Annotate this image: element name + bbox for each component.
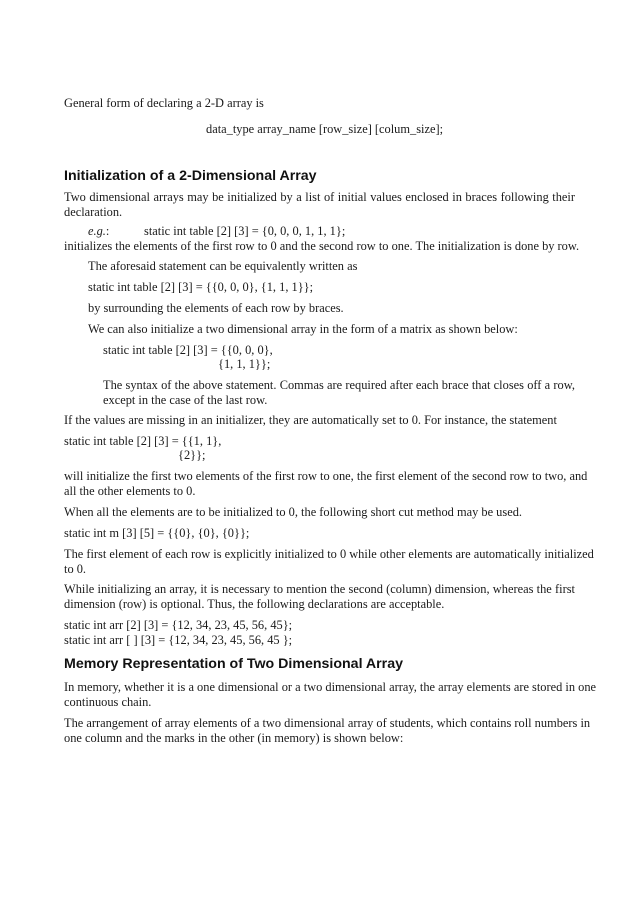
paragraph-line: If the values are missing in an initializer, they are automatically set to 0. For instance, the statement: [64, 413, 557, 427]
example-line: [88, 224, 109, 239]
paragraph-line: The syntax of the above statement. Commas are required after each brace that closes off a row,: [103, 378, 575, 392]
paragraph-line: In memory, whether it is a one dimensional or a two dimensional array, the array elements are stored in one: [64, 680, 597, 694]
section-heading-memory: Memory Representation of Two Dimensional Array: [64, 656, 403, 672]
code-line: static int table [2] [3] = {{1, 1},: [64, 434, 222, 448]
paragraph-line: declaration.: [64, 205, 123, 219]
paragraph-line: The first element of each row is explicitly initialized to 0 while other elements are automatically initialized: [64, 547, 594, 561]
code-line: static int table [2] [3] = {{0, 0, 0}, {1, 1, 1}};: [88, 280, 314, 294]
code-line: static int arr [ ] [3] = {12, 34, 23, 45, 56, 45 };: [64, 633, 293, 647]
code-line: static int table [2] [3] = {0, 0, 0, 1, 1, 1};: [144, 224, 346, 238]
paragraph-line: initializes the elements of the first row to 0 and the second row to one. The initialization is done by row.: [64, 239, 580, 253]
paragraph-line: While initializing an array, it is necessary to mention the second (column) dimension, whereas the first: [64, 582, 575, 596]
syntax-line: data_type array_name [row_size] [colum_size];: [206, 122, 444, 136]
paragraph-line: When all the elements are to be initialized to 0, the following short cut method may be used.: [64, 505, 522, 519]
section-heading-initialization: Initialization of a 2-Dimensional Array: [64, 168, 317, 184]
example-label: e.g.: [88, 224, 106, 238]
paragraph-line: to 0.: [64, 562, 87, 576]
paragraph-line: Two dimensional arrays may be initialized by a list of initial values enclosed in braces following their: [64, 190, 575, 204]
paragraph-line: continuous chain.: [64, 695, 152, 709]
code-line: {1, 1, 1}};: [218, 357, 271, 371]
paragraph-line: The aforesaid statement can be equivalently written as: [88, 259, 358, 273]
paragraph-line: all the other elements to 0.: [64, 484, 196, 498]
paragraph-line: will initialize the first two elements of the first row to one, the first element of the second row to two, and: [64, 469, 588, 483]
paragraph-line: except in the case of the last row.: [103, 393, 268, 407]
paragraph-line: one column and the marks in the other (in memory) is shown below:: [64, 731, 404, 745]
code-line: {2}};: [178, 448, 206, 462]
paragraph-line: by surrounding the elements of each row by braces.: [88, 301, 344, 315]
paragraph-line: We can also initialize a two dimensional array in the form of a matrix as shown below:: [88, 322, 518, 336]
code-line: static int arr [2] [3] = {12, 34, 23, 45, 56, 45};: [64, 618, 293, 632]
code-line: static int m [3] [5] = {{0}, {0}, {0}};: [64, 526, 250, 540]
paragraph-line: The arrangement of array elements of a two dimensional array of students, which contains roll numbers in: [64, 716, 591, 730]
intro-text: General form of declaring a 2-D array is: [64, 96, 264, 110]
paragraph-line: dimension (row) is optional. Thus, the following declarations are acceptable.: [64, 597, 445, 611]
code-line: static int table [2] [3] = {{0, 0, 0},: [103, 343, 273, 357]
example-colon: :: [105, 224, 110, 238]
